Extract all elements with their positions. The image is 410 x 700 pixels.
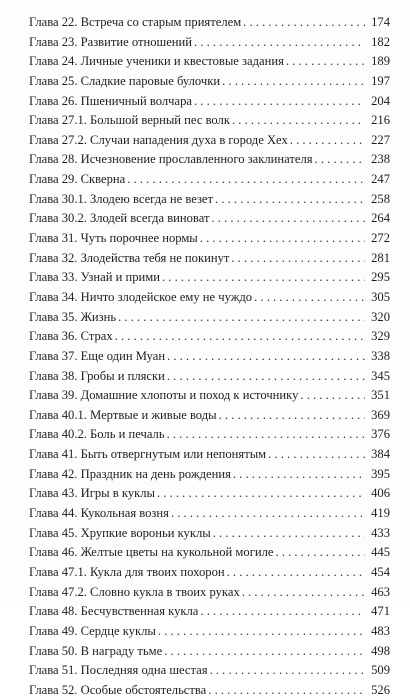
dot-leader [233, 465, 365, 485]
dot-leader [222, 72, 365, 92]
table-of-contents [29, 13, 390, 700]
toc-entry [29, 642, 390, 662]
toc-entry [29, 131, 390, 151]
toc-entry-page-number: 258 [371, 191, 390, 206]
toc-entry-title: Глава 39. Домашние хлопоты и поход к источнику [29, 388, 299, 403]
toc-entry [29, 661, 390, 681]
toc-entry-page-number: 509 [371, 663, 390, 678]
dot-leader [243, 13, 365, 33]
dot-leader [164, 642, 365, 662]
toc-entry [29, 484, 390, 504]
dot-leader [300, 386, 365, 406]
toc-entry-title: Глава 51. Последняя одна шестая [29, 663, 208, 678]
toc-entry [29, 602, 390, 622]
toc-entry [29, 524, 390, 544]
toc-entry-title: Глава 34. Ничто злодейское ему не чуждо [29, 289, 253, 304]
toc-entry-page-number: 281 [371, 250, 390, 265]
toc-entry-page-number: 384 [371, 447, 390, 462]
dot-leader [115, 327, 365, 347]
toc-entry [29, 583, 390, 603]
toc-entry [29, 170, 390, 190]
toc-entry-page-number: 320 [371, 309, 390, 324]
toc-entry-page-number: 174 [371, 15, 390, 29]
dot-leader [242, 583, 365, 603]
toc-entry [29, 268, 390, 288]
toc-entry [29, 543, 390, 563]
dot-leader [215, 190, 365, 210]
toc-entry-page-number: 338 [371, 348, 390, 363]
toc-entry-title: Глава 47.1. Кукла для твоих похорон [29, 564, 225, 579]
toc-entry-page-number: 395 [371, 466, 390, 481]
toc-entry [29, 72, 390, 92]
toc-entry [29, 190, 390, 210]
dot-leader [227, 563, 365, 583]
toc-entry-title: Глава 25. Сладкие паровые булочки [29, 73, 221, 88]
dot-leader [167, 347, 365, 367]
toc-entry-page-number: 483 [371, 623, 390, 638]
toc-entry [29, 308, 390, 328]
toc-entry-title: Глава 40.2. Боль и печаль [29, 427, 165, 442]
toc-entry [29, 288, 390, 308]
toc-entry-page-number: 216 [371, 113, 390, 128]
toc-entry-page-number: 238 [371, 152, 390, 167]
toc-entry-title: Глава 48. Бесчувственная кукла [29, 604, 199, 619]
toc-entry-page-number: 272 [371, 231, 390, 246]
toc-entry [29, 229, 390, 249]
toc-entry-page-number: 264 [371, 211, 390, 226]
dot-leader [194, 33, 365, 53]
toc-entry-page-number: 369 [371, 407, 390, 422]
toc-entry [29, 681, 390, 700]
dot-leader [286, 52, 365, 72]
toc-entry-page-number: 345 [371, 368, 390, 383]
dot-leader [210, 661, 365, 681]
toc-entry-page-number: 305 [371, 289, 390, 304]
toc-entry [29, 622, 390, 642]
toc-entry-title: Глава 44. Кукольная возня [29, 506, 169, 521]
toc-entry [29, 33, 390, 53]
toc-entry [29, 386, 390, 406]
toc-entry [29, 504, 390, 524]
dot-leader [268, 445, 365, 465]
dot-leader [211, 209, 365, 229]
dot-leader [171, 504, 365, 524]
toc-entry-title: Глава 33. Узнай и прими [29, 270, 160, 285]
dot-leader [194, 92, 365, 112]
toc-entry-title: Глава 50. В награду тьме [29, 643, 163, 658]
toc-entry-page-number: 182 [371, 34, 390, 49]
toc-entry [29, 563, 390, 583]
toc-entry-title: Глава 37. Еще один Муан [29, 348, 166, 363]
toc-entry-title: Глава 32. Злодейства тебя не покинут [29, 250, 230, 265]
toc-entry-title: Глава 49. Сердце куклы [29, 623, 156, 638]
toc-entry [29, 52, 390, 72]
toc-entry-title: Глава 47.2. Словно кукла в твоих руках [29, 584, 240, 599]
toc-entry-title: Глава 41. Быть отвергнутым или непонятым [29, 447, 267, 462]
toc-entry-title: Глава 29. Скверна [29, 172, 126, 187]
toc-entry-page-number: 204 [371, 93, 390, 108]
toc-entry-title: Глава 24. Личные ученики и квестовые задания [29, 54, 284, 69]
toc-entry-title: Глава 52. Особые обстоятельства [29, 682, 207, 697]
toc-entry [29, 209, 390, 229]
dot-leader [167, 425, 365, 445]
dot-leader [127, 170, 365, 190]
toc-entry [29, 445, 390, 465]
toc-entry [29, 111, 390, 131]
toc-entry [29, 425, 390, 445]
dot-leader [275, 543, 365, 563]
toc-entry-page-number: 471 [371, 604, 390, 619]
toc-entry-page-number: 498 [371, 643, 390, 658]
toc-entry-page-number: 189 [371, 54, 390, 69]
toc-entry-title: Глава 27.2. Случаи нападения духа в городе Хех [29, 132, 288, 147]
toc-entry-page-number: 329 [371, 329, 390, 344]
dot-leader [219, 406, 365, 426]
toc-entry-title: Глава 26. Пшеничный волчара [29, 93, 192, 108]
toc-entry-title: Глава 38. Гробы и пляски [29, 368, 165, 383]
toc-entry-title: Глава 31. Чуть порочнее нормы [29, 231, 198, 246]
toc-entry-page-number: 197 [371, 73, 390, 88]
dot-leader [254, 288, 365, 308]
dot-leader [200, 229, 365, 249]
toc-entry-title: Глава 30.1. Злодею всегда не везет [29, 191, 214, 206]
toc-entry-title: Глава 28. Исчезновение прославленного заклинателя [29, 152, 313, 167]
toc-entry-page-number: 526 [371, 682, 390, 697]
dot-leader [162, 268, 365, 288]
toc-entry-page-number: 227 [371, 132, 390, 147]
toc-entry-page-number: 406 [371, 486, 390, 501]
toc-entry [29, 367, 390, 387]
toc-entry [29, 150, 390, 170]
dot-leader [290, 131, 365, 151]
dot-leader [167, 367, 365, 387]
dot-leader [231, 249, 365, 269]
toc-entry-page-number: 376 [371, 427, 390, 442]
toc-entry-title: Глава 46. Желтые цветы на кукольной могиле [29, 545, 274, 560]
dot-leader [158, 622, 365, 642]
dot-leader [232, 111, 365, 131]
toc-entry-title: Глава 35. Жизнь [29, 309, 117, 324]
toc-entry-title: Глава 42. Праздник на день рождения [29, 466, 231, 481]
toc-entry-page-number: 454 [371, 564, 390, 579]
toc-entry-page-number: 463 [371, 584, 390, 599]
toc-entry [29, 327, 390, 347]
toc-entry-page-number: 445 [371, 545, 390, 560]
toc-entry [29, 406, 390, 426]
dot-leader [157, 484, 365, 504]
toc-entry-title: Глава 27.1. Большой верный пес волк [29, 113, 230, 128]
toc-entry-title: Глава 22. Встреча со старым приятелем [29, 15, 242, 29]
dot-leader [118, 308, 365, 328]
toc-entry-page-number: 247 [371, 172, 390, 187]
toc-entry-title: Глава 23. Развитие отношений [29, 34, 193, 49]
toc-entry [29, 347, 390, 367]
dot-leader [315, 150, 365, 170]
dot-leader [200, 602, 365, 622]
toc-entry-page-number: 351 [371, 388, 390, 403]
toc-entry [29, 249, 390, 269]
toc-entry-page-number: 433 [371, 525, 390, 540]
dot-leader [213, 524, 365, 544]
toc-entry-page-number: 419 [371, 506, 390, 521]
toc-entry [29, 13, 390, 33]
toc-entry-title: Глава 36. Страх [29, 329, 113, 344]
toc-entry [29, 465, 390, 485]
toc-entry-title: Глава 43. Игры в куклы [29, 486, 155, 501]
toc-entry-title: Глава 30.2. Злодей всегда виноват [29, 211, 210, 226]
dot-leader [208, 681, 365, 700]
toc-entry-page-number: 295 [371, 270, 390, 285]
toc-entry-title: Глава 45. Хрупкие вороньи куклы [29, 525, 211, 540]
toc-entry-title: Глава 40.1. Мертвые и живые воды [29, 407, 217, 422]
toc-entry [29, 92, 390, 112]
